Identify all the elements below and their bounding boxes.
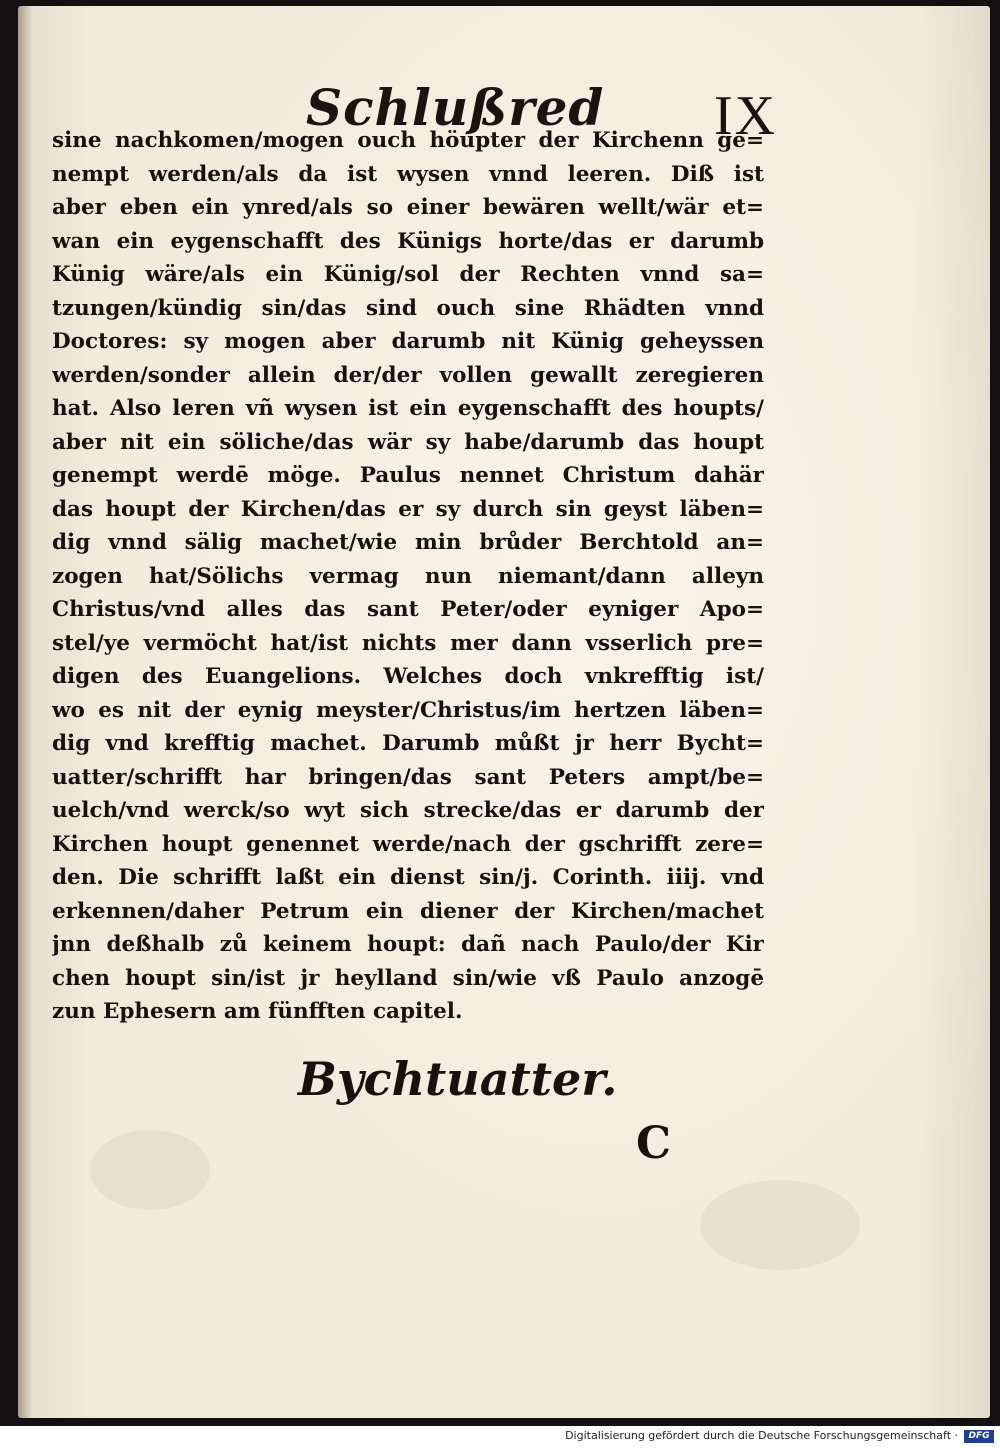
text-line: stel/ye vermöcht hat/ist nichts mer dann vsserlich pre= [52, 630, 764, 656]
text-line: wan ein eygenschafft des Künigs horte/das er darumb [52, 228, 764, 254]
text-line: das houpt der Kirchen/das er sy durch sin geyst läben= [52, 496, 764, 522]
text-line: aber eben ein ynred/als so einer bewären wellt/wär et= [52, 195, 764, 220]
text-line: erkennen/daher Petrum ein diener der Kirchen/machet [52, 898, 764, 924]
text-line: Doctores: sy mogen aber darumb nit Künig geheyssen [52, 329, 764, 354]
text-line: zogen hat/Sölichs vermag nun niemant/dann alleyn [52, 563, 764, 589]
text-line: genempt werdē möge. Paulus nennet Christum dahär [52, 463, 764, 488]
footer-credit: Digitalisierung gefördert durch die Deutsche Forschungsgemeinschaft · [565, 1429, 958, 1442]
running-title: Schlußred [306, 78, 605, 137]
text-line: uatter/schrifft har bringen/das sant Peters ampt/be= [52, 764, 764, 790]
text-line: jnn deßhalb zů keinem houpt: dañ nach Paulo/der Kir [52, 932, 764, 957]
paper-stain [700, 1180, 860, 1270]
dfg-logo-icon: DFG [964, 1430, 994, 1443]
text-line: Künig wäre/als ein Künig/sol der Rechten vnnd sa= [52, 262, 764, 287]
folio-number: IX [714, 85, 778, 147]
body-text [52, 124, 764, 1029]
text-line: aber nit ein söliche/das wär sy habe/darumb das houpt [52, 429, 764, 455]
text-line: nempt werden/als da ist wysen vnnd leeren. Diß ist [52, 161, 764, 187]
text-line: hat. Also leren vñ wysen ist ein eygenschafft des houpts/ [52, 396, 764, 421]
text-line: chen houpt sin/ist jr heylland sin/wie vß Paulo anzogē [52, 965, 764, 991]
text-line: tzungen/kündig sin/das sind ouch sine Rhädten vnnd [52, 295, 764, 321]
text-line: zun Ephesern am fünfften capitel. [52, 999, 463, 1024]
text-line: dig vnnd sälig machet/wie min brůder Berchtold an= [52, 530, 764, 555]
text-line: wo es nit der eynig meyster/Christus/im hertzen läben= [52, 697, 764, 723]
text-line: sine nachkomen/mogen ouch höupter der Kirchenn ge= [52, 128, 764, 153]
text-line: Kirchen houpt genennet werde/nach der gschrifft zere= [52, 831, 764, 857]
speaker-heading: Bychtuatter. [298, 1052, 618, 1106]
text-line: digen des Euangelions. Welches doch vnkrefftig ist/ [52, 664, 764, 689]
signature-mark: C [636, 1118, 672, 1169]
text-line: den. Die schrifft laßt ein dienst sin/j. Corinth. iiij. vnd [52, 865, 764, 890]
text-line: Christus/vnd alles das sant Peter/oder eyniger Apo= [52, 597, 764, 622]
digitization-footer [0, 1426, 1000, 1448]
text-line: dig vnd krefftig machet. Darumb můßt jr herr Bycht= [52, 731, 764, 756]
text-line: werden/sonder allein der/der vollen gewallt zeregieren [52, 362, 764, 388]
text-line: uelch/vnd werck/so wyt sich strecke/das er darumb der [52, 798, 764, 823]
gutter-shadow [18, 6, 32, 1418]
paper-stain [90, 1130, 210, 1210]
